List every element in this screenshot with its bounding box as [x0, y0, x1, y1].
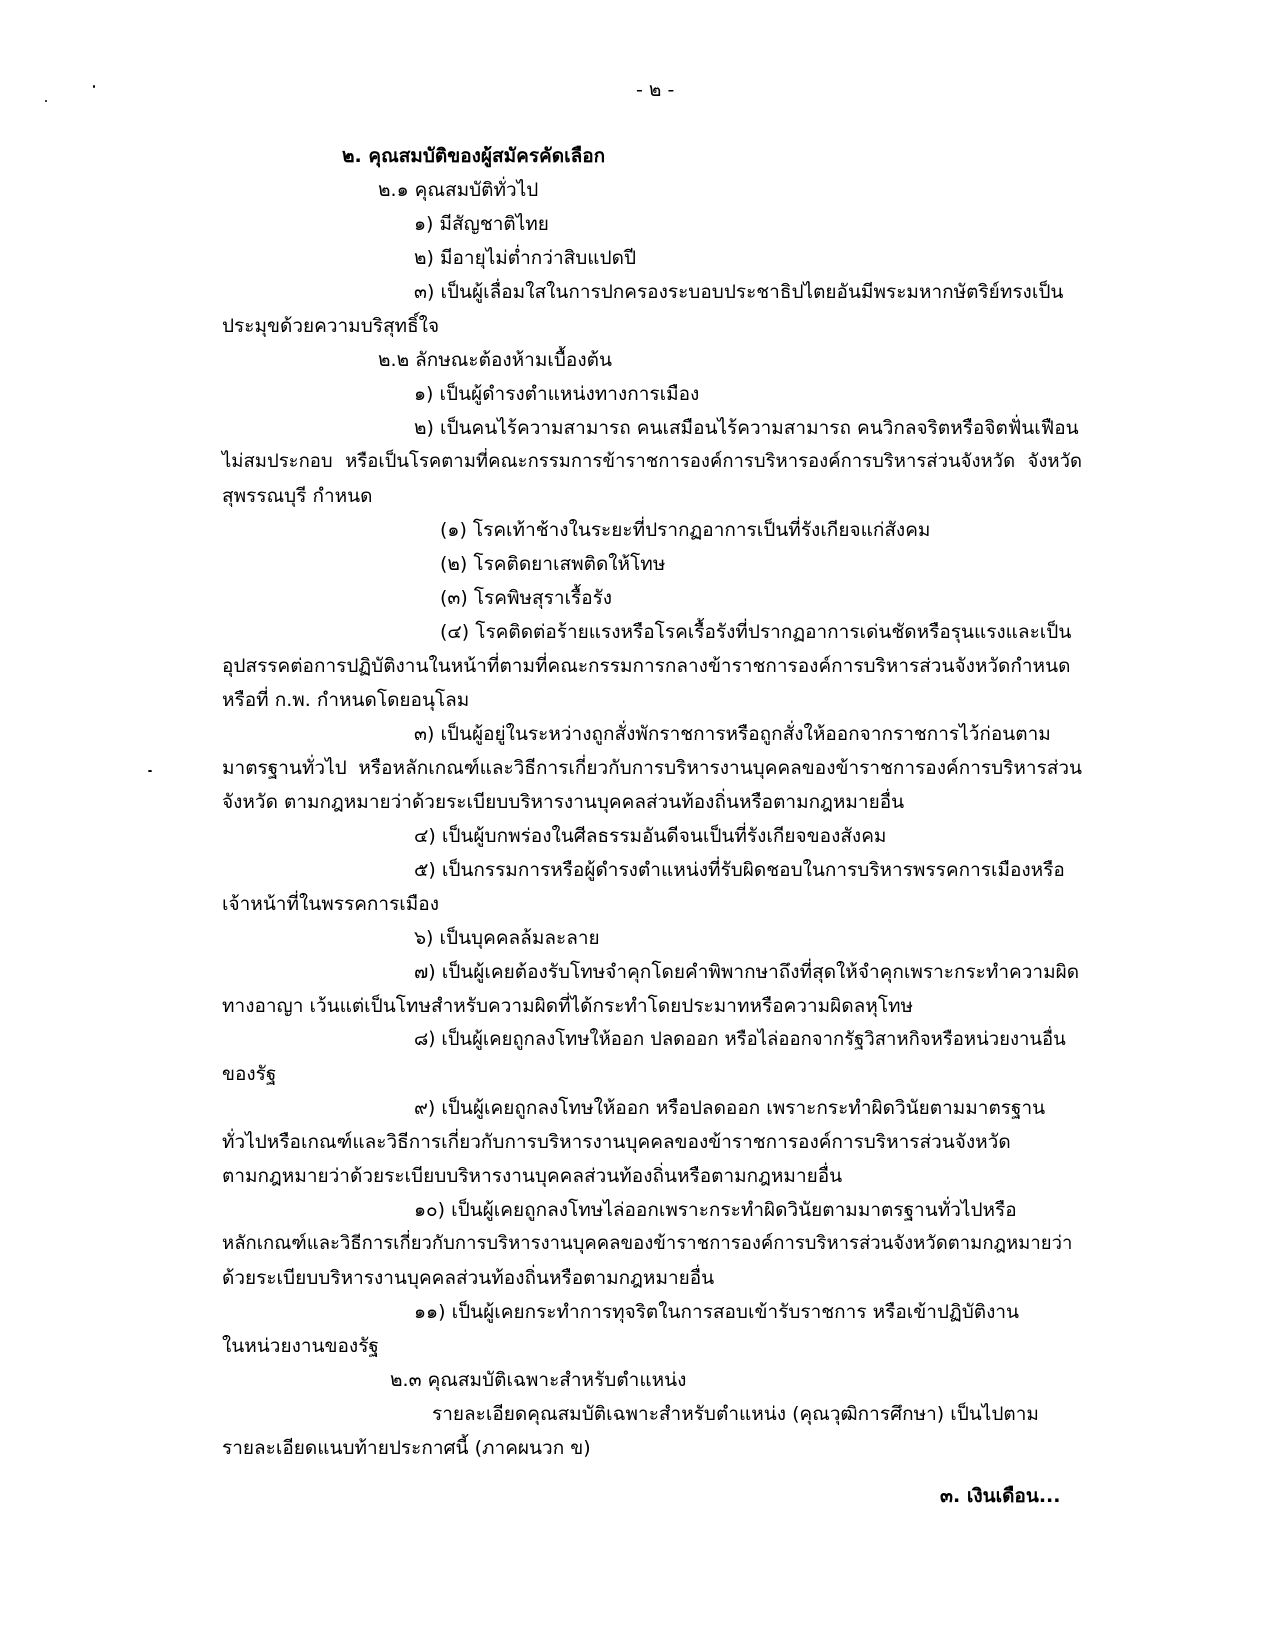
subsection-heading-2-1: ๒.๑ คุณสมบัติทั่วไป: [378, 179, 539, 201]
page-number: - ๒ -: [636, 79, 675, 101]
disease-item: (๑) โรคเท้าช้างในระยะที่ปรากฏอาการเป็นที่รังเกียจแก่สังคม: [440, 519, 931, 541]
list-item-continuation: มาตรฐานทั่วไป หรือหลักเกณฑ์และวิธีการเกี่ยวกับการบริหารงานบุคคลของข้าราชการองค์การบริหารส่วน: [222, 757, 1082, 779]
disease-item: (๒) โรคติดยาเสพติดให้โทษ: [440, 553, 666, 575]
list-item: ๘) เป็นผู้เคยถูกลงโทษให้ออก ปลดออก หรือไล่ออกจากรัฐวิสาหกิจหรือหน่วยงานอื่น: [414, 1029, 1066, 1050]
paragraph-line: รายละเอียดคุณสมบัติเฉพาะสำหรับตำแหน่ง (คุณวุฒิการศึกษา) เป็นไปตาม: [432, 1403, 1039, 1425]
list-item-continuation: หลักเกณฑ์และวิธีการเกี่ยวกับการบริหารงานบุคคลของข้าราชการองค์การบริหารส่วนจังหวัดตามกฎหมายว่า: [222, 1233, 1073, 1254]
disease-item-continuation: หรือที่ ก.พ. กำหนดโดยอนุโลม: [222, 689, 470, 711]
list-item-continuation: จังหวัด ตามกฎหมายว่าด้วยระเบียบบริหารงานบุคคลส่วนท้องถิ่นหรือตามกฎหมายอื่น: [222, 791, 905, 813]
list-item: ๑) มีสัญชาติไทย: [414, 213, 549, 235]
list-item-continuation: สุพรรณบุรี กำหนด: [222, 485, 373, 507]
list-item-continuation: ทางอาญา เว้นแต่เป็นโทษสำหรับความผิดที่ได้กระทำโดยประมาทหรือความผิดลหุโทษ: [222, 995, 914, 1017]
list-item-continuation: ไม่สมประกอบ หรือเป็นโรคตามที่คณะกรรมการข้าราชการองค์การบริหารองค์การบริหารส่วนจังหวัด จังหวัด: [222, 451, 1082, 472]
list-item: ๙) เป็นผู้เคยถูกลงโทษให้ออก หรือปลดออก เพราะกระทำผิดวินัยตามมาตรฐาน: [414, 1097, 1046, 1119]
disease-item-continuation: อุปสรรคต่อการปฏิบัติงานในหน้าที่ตามที่คณะกรรมการกลางข้าราชการองค์การบริหารส่วนจังหวัดกำหนด: [222, 655, 1071, 677]
list-item: ๔) เป็นผู้บกพร่องในศีลธรรมอันดีจนเป็นที่รังเกียจของสังคม: [414, 825, 887, 847]
subsection-heading-2-3: ๒.๓ คุณสมบัติเฉพาะสำหรับตำแหน่ง: [390, 1369, 687, 1391]
list-item-continuation: ตามกฎหมายว่าด้วยระเบียบบริหารงานบุคคลส่วนท้องถิ่นหรือตามกฎหมายอื่น: [222, 1165, 843, 1187]
section-heading: ๒. คุณสมบัติของผู้สมัครคัดเลือก: [342, 145, 606, 167]
disease-item: (๔) โรคติดต่อร้ายแรงหรือโรคเรื้อรังที่ปรากฏอาการเด่นชัดหรือรุนแรงและเป็น: [440, 621, 1072, 643]
list-item-continuation: ในหน่วยงานของรัฐ: [222, 1335, 379, 1357]
disease-item: (๓) โรคพิษสุราเรื้อรัง: [440, 587, 613, 609]
list-item-continuation: ด้วยระเบียบบริหารงานบุคคลส่วนท้องถิ่นหรือตามกฎหมายอื่น: [222, 1267, 715, 1289]
list-item-continuation: เจ้าหน้าที่ในพรรคการเมือง: [222, 893, 439, 915]
list-item: ๒) เป็นคนไร้ความสามารถ คนเสมือนไร้ความสามารถ คนวิกลจริตหรือจิตฟั่นเฟือน: [414, 417, 1079, 439]
list-item-continuation: ของรัฐ: [222, 1063, 277, 1085]
continuation-marker: ๓. เงินเดือน...: [940, 1485, 1061, 1507]
list-item-continuation: ทั่วไปหรือเกณฑ์และวิธีการเกี่ยวกับการบริหารงานบุคคลของข้าราชการองค์การบริหารส่วนจังหวัด: [222, 1131, 1011, 1153]
list-item: ๑๑) เป็นผู้เคยกระทำการทุจริตในการสอบเข้ารับราชการ หรือเข้าปฏิบัติงาน: [414, 1301, 1020, 1323]
list-item: ๑) เป็นผู้ดำรงตำแหน่งทางการเมือง: [414, 383, 700, 405]
list-item: ๗) เป็นผู้เคยต้องรับโทษจำคุกโดยคำพิพากษาถึงที่สุดให้จำคุกเพราะกระทำความผิด: [414, 961, 1080, 983]
list-item: ๓) เป็นผู้อยู่ในระหว่างถูกสั่งพักราชการหรือถูกสั่งให้ออกจากราชการไว้ก่อนตาม: [414, 723, 1051, 745]
list-item-continuation: ประมุขด้วยความบริสุทธิ์ใจ: [222, 315, 440, 337]
subsection-heading-2-2: ๒.๒ ลักษณะต้องห้ามเบื้องต้น: [378, 349, 612, 371]
speck-mark: [93, 85, 95, 88]
list-item: ๖) เป็นบุคคลล้มละลาย: [414, 927, 600, 949]
list-item: ๒) มีอายุไม่ต่ำกว่าสิบแปดปี: [414, 247, 637, 269]
speck-mark: [45, 100, 47, 102]
list-item: ๓) เป็นผู้เลื่อมใสในการปกครองระบอบประชาธิปไตยอันมีพระมหากษัตริย์ทรงเป็น: [414, 281, 1064, 303]
list-item: ๕) เป็นกรรมการหรือผู้ดำรงตำแหน่งที่รับผิดชอบในการบริหารพรรคการเมืองหรือ: [414, 859, 1065, 881]
paragraph-line: รายละเอียดแนบท้ายประกาศนี้ (ภาคผนวก ข): [222, 1437, 591, 1459]
speck-mark: [148, 770, 152, 772]
list-item: ๑๐) เป็นผู้เคยถูกลงโทษไล่ออกเพราะกระทำผิดวินัยตามมาตรฐานทั่วไปหรือ: [414, 1199, 1017, 1221]
